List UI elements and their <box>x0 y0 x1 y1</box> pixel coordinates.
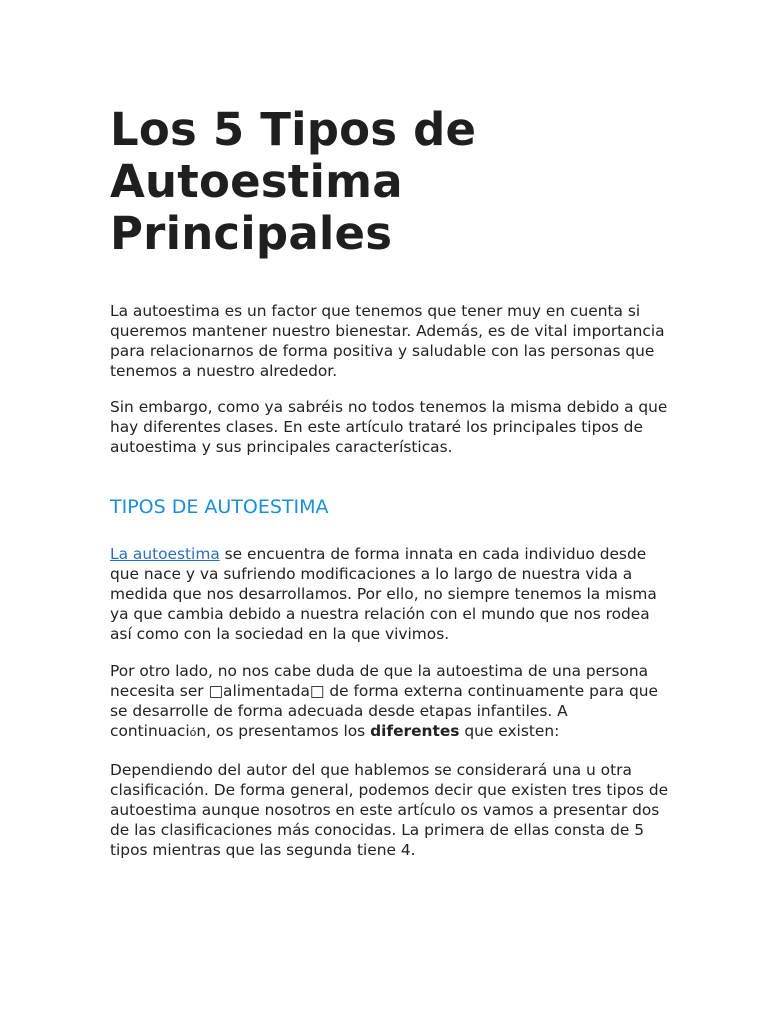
section-paragraph-2 <box>110 661 670 743</box>
second-paragraph: Sin embargo, como ya sabréis no todos tenemos la misma debido a que hay diferentes clases. En este artículo trataré los principales tipos de autoestima y sus principales características. <box>110 398 668 456</box>
section-paragraph-3: Dependiendo del autor del que hablemos se considerará una u otra clasificación. De forma general, podemos decir que existen tres tipos de autoestima aunque nosotros en este artículo os vamos a presentar dos de las clasificaciones más conocidas. La primera de ellas consta de 5 tipos mientras que las segunda tiene 4. <box>110 761 669 859</box>
section-paragraph-1-text: se encuentra de forma innata en cada individuo desde que nace y va sufriendo modificaciones a lo largo de nuestra vida a medida que nos desarrollamos. Por ello, no siempre tenemos la misma ya que cambia debido a nuestra relación con el mundo que nos rodea así como con la sociedad en la que vivimos. <box>110 545 657 643</box>
title-line-3: Principales <box>110 207 393 260</box>
section-paragraph-2-text-c: que existen: <box>459 722 560 740</box>
section-paragraph-2-text-a: Por otro lado, no nos cabe duda de que la autoestima de una persona necesita ser □alimentada□ de forma externa continuamente para que se desarrolle de forma adecuada desde etapas infantiles. A continuaci <box>110 662 658 740</box>
section-paragraph-2-text-b: n, os presentamos los <box>196 722 371 740</box>
article-page <box>110 104 670 860</box>
title-line-1: Los 5 Tipos de <box>110 103 477 156</box>
intro-paragraph: La autoestima es un factor que tenemos que tener muy en cuenta si queremos mantener nuestro bienestar. Además, es de vital importancia para relacionarnos de forma positiva y saludable con las personas que tenemos a nuestro alrededor. <box>110 302 665 380</box>
autoestima-link[interactable]: La autoestima <box>110 545 220 563</box>
section-paragraph-2-small-char: ó <box>189 726 197 739</box>
page-title <box>110 104 670 260</box>
section-heading: TIPOS DE AUTOESTIMA <box>110 496 329 518</box>
section-paragraph-1 <box>110 544 670 644</box>
section-paragraph-2-bold: diferentes <box>370 722 460 740</box>
title-line-2: Autoestima <box>110 155 403 208</box>
